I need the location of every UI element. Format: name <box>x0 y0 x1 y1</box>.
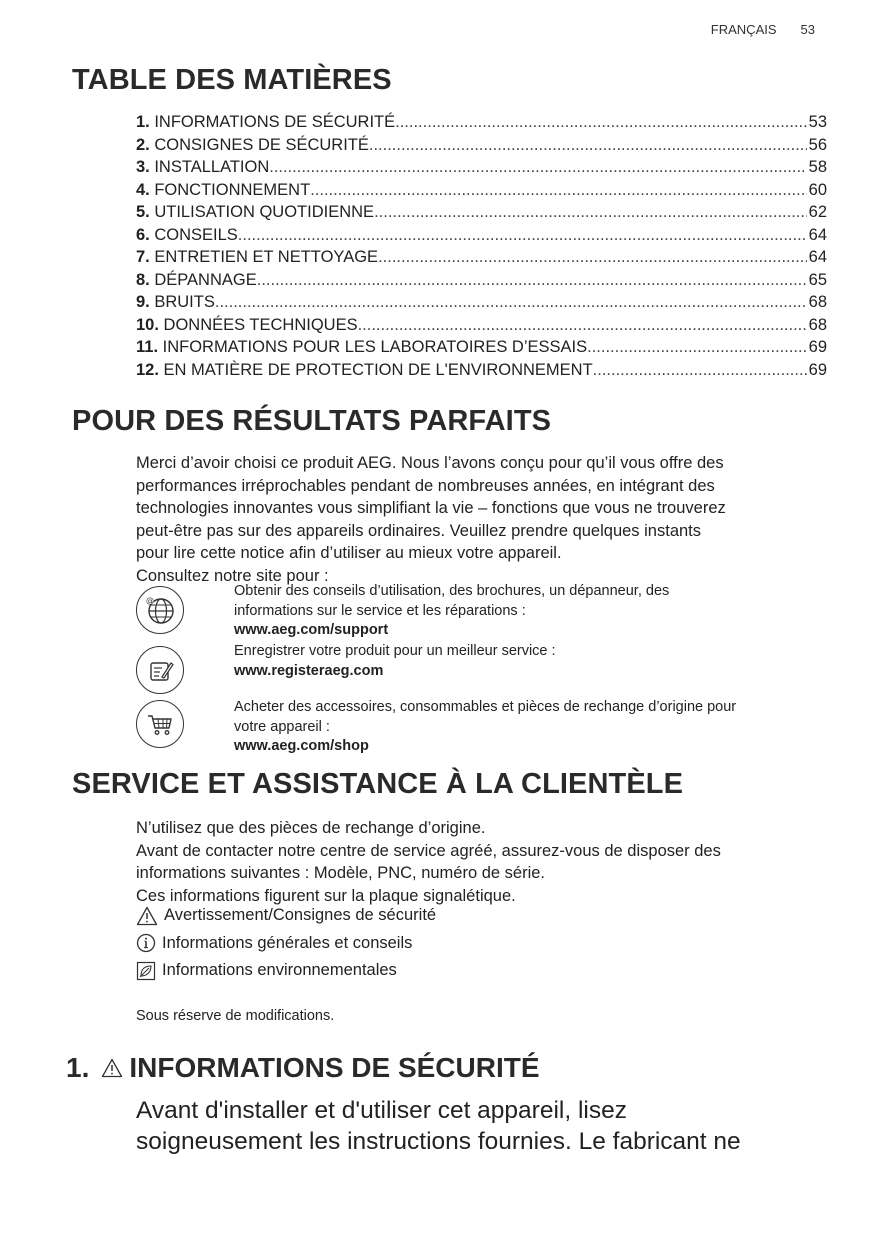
results-title: POUR DES RÉSULTATS PARFAITS <box>72 405 552 437</box>
language-label: FRANÇAIS <box>710 22 777 37</box>
register-form-icon <box>136 646 184 694</box>
toc-item[interactable]: 12. EN MATIÈRE DE PROTECTION DE L'ENVIRONNEMENT ..... 69 <box>136 359 827 382</box>
toc-item[interactable]: 4. FONCTIONNEMENT ..... 60 <box>136 179 827 202</box>
page-header <box>711 22 815 37</box>
toc-item[interactable]: 5. UTILISATION QUOTIDIENNE ..... 62 <box>136 201 827 224</box>
support-link-block <box>136 582 826 640</box>
legend-item: Informations générales et conseils <box>136 930 436 958</box>
toc-item[interactable]: 8. DÉPANNAGE ..... 65 <box>136 269 827 292</box>
info-circle-icon <box>136 933 156 953</box>
support-url-link[interactable]: www.aeg.com/support <box>234 622 389 638</box>
symbol-legend <box>136 902 436 985</box>
register-url-link[interactable]: www.registeraeg.com <box>234 662 384 679</box>
table-of-contents <box>136 111 827 381</box>
toc-item[interactable]: 1. INFORMATIONS DE SÉCURITÉ ..... 53 <box>136 111 827 134</box>
shopping-cart-icon <box>136 700 184 748</box>
modification-note: Sous réserve de modifications. <box>136 1008 335 1024</box>
service-title: SERVICE ET ASSISTANCE À LA CLIENTÈLE <box>72 768 684 800</box>
support-link-text: Obtenir des conseils d’utilisation, des brochures, un dépanneur, des informations sur le service et les réparations : www.aeg.com/support <box>234 582 826 641</box>
legend-item: Informations environnementales <box>136 957 436 985</box>
toc-title: TABLE DES MATIÈRES <box>72 64 392 96</box>
register-link-block <box>136 642 826 694</box>
toc-item[interactable]: 6. CONSEILS ..... 64 <box>136 224 827 247</box>
safety-intro: Avant d'installer et d'utiliser cet appareil, lisez soigneusement les instructions fournies. Le fabricant ne <box>136 1097 741 1155</box>
safety-section-number: 1. <box>66 1052 90 1083</box>
results-intro: Merci d’avoir choisi ce produit AEG. Nous l’avons conçu pour qu’il vous offre des performances irréprochables pendant de nombreuses années, en intégrant des technologies innovantes vous simplifiant la vie – fonctions que vous ne trouverez peut-être pas sur des appareils ordinaires. Veuillez prendre quelques instants pour lire cette notice afin d’utiliser au mieux votre appareil. Consultez notre site pour : <box>136 454 726 585</box>
safety-title: INFORMATIONS DE SÉCURITÉ <box>129 1052 540 1083</box>
warning-triangle-icon <box>136 906 158 926</box>
toc-item[interactable]: 11. INFORMATIONS POUR LES LABORATOIRES D’ESSAIS ..... 69 <box>136 336 827 359</box>
environment-leaf-icon <box>136 961 156 981</box>
warning-triangle-icon <box>101 1058 123 1078</box>
shop-link-block <box>136 698 826 758</box>
service-text: N’utilisez que des pièces de rechange d’origine. Avant de contacter notre centre de service agréé, assurez-vous de disposer des informations suivantes : Modèle, PNC, numéro de série. Ces informations figurent sur la plaque signalétique. <box>136 819 721 905</box>
safety-heading <box>66 1052 540 1084</box>
toc-item[interactable]: 9. BRUITS ..... 68 <box>136 291 827 314</box>
toc-item[interactable]: 3. INSTALLATION ..... 58 <box>136 156 827 179</box>
toc-item[interactable]: 10. DONNÉES TECHNIQUES ..... 68 <box>136 314 827 337</box>
legend-item: Avertissement/Consignes de sécurité <box>136 902 436 930</box>
register-link-text: Enregistrer votre produit pour un meilleur service : www.registeraeg.com <box>234 642 826 681</box>
shop-link-text: Acheter des accessoires, consommables et pièces de rechange d’origine pour votre appareil : www.aeg.com/shop <box>234 698 826 757</box>
toc-item[interactable]: 7. ENTRETIEN ET NETTOYAGE ..... 64 <box>136 246 827 269</box>
web-globe-icon <box>136 586 184 634</box>
shop-url-link[interactable]: www.aeg.com/shop <box>234 738 369 754</box>
toc-item[interactable]: 2. CONSIGNES DE SÉCURITÉ ..... 56 <box>136 134 827 157</box>
page-number: 53 <box>800 22 815 37</box>
svg-text:@: @ <box>146 596 154 605</box>
